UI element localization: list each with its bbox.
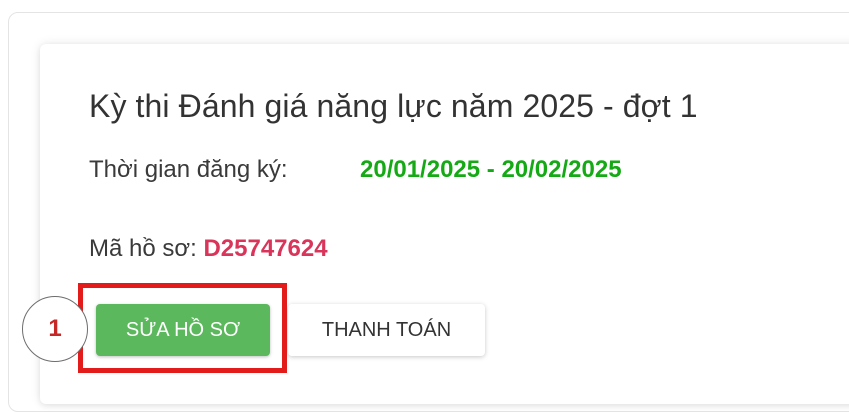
registration-period-label: Thời gian đăng ký: [89, 156, 288, 183]
profile-code-value: D25747624 [203, 235, 328, 262]
step-number-badge: 1 [22, 296, 88, 362]
registration-period-value: 20/01/2025 - 20/02/2025 [360, 156, 622, 183]
edit-profile-button[interactable]: SỬA HỒ SƠ [96, 304, 270, 356]
payment-button[interactable]: THANH TOÁN [288, 304, 485, 356]
exam-title: Kỳ thi Đánh giá năng lực năm 2025 - đợt 1 [89, 88, 698, 124]
profile-code-row [89, 235, 328, 263]
profile-code-label: Mã hồ sơ: [89, 235, 197, 262]
